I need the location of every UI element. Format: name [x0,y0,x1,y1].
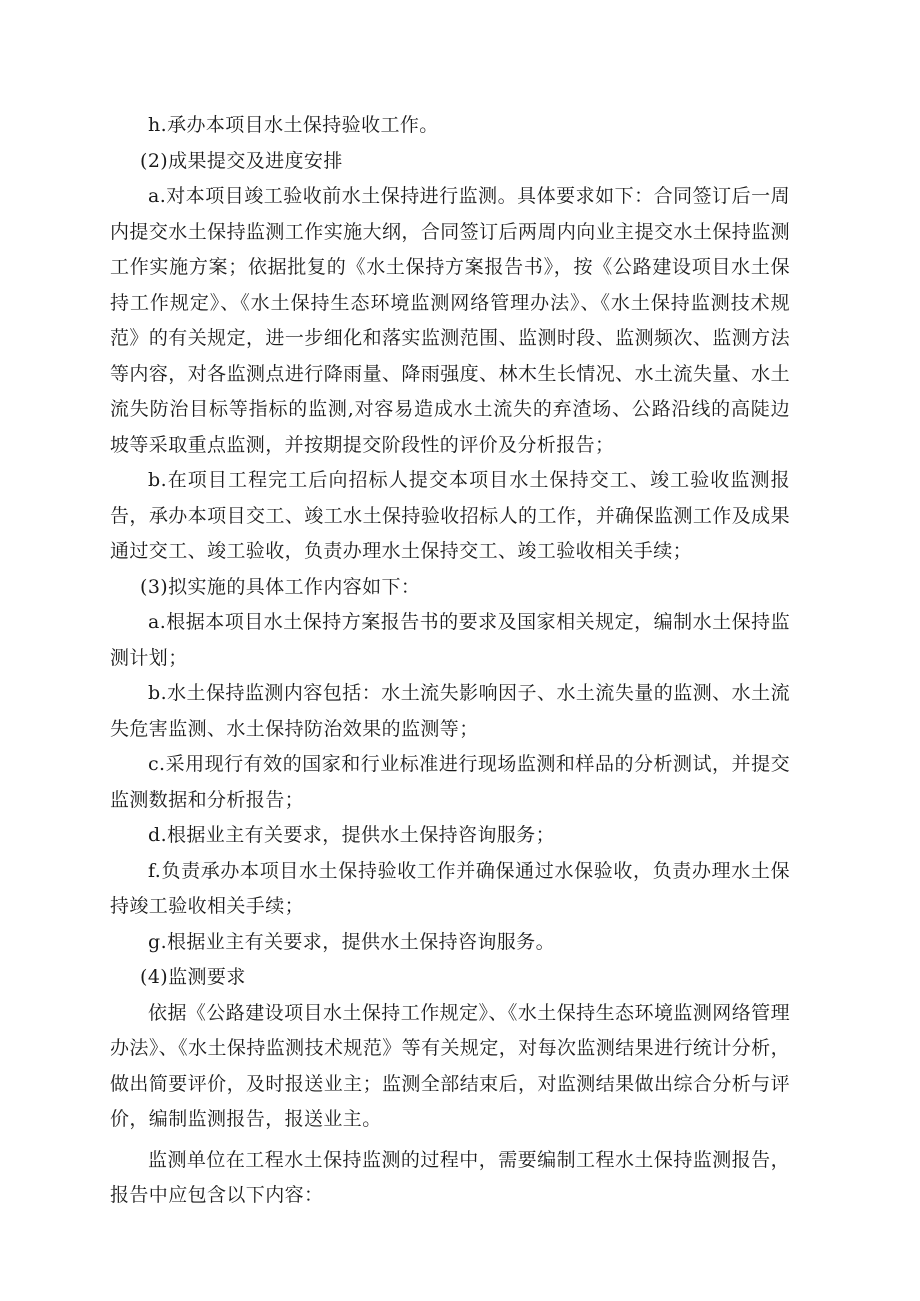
section-heading-4: (4)监测要求 [140,966,246,988]
paragraph-requirements: 依据《公路建设项目水土保持工作规定》、《水土保持生态环境监测网络管理办法》、《水土保持监测技术规范》等有关规定，对每次监测结果进行统计分析，做出简要评价，及时报送业主；监测全部结束后，对监测结果做出综合分析与评价，编制监测报告，报送业主。 [110,1001,790,1130]
paragraph-report-intro: 监测单位在工程水土保持监测的过程中，需要编制工程水土保持监测报告，报告中应包含以下内容： [110,1148,790,1206]
paragraph-item-b-content: b.水土保持监测内容包括：水土流失影响因子、水土流失量的监测、水土流失危害监测、水土保持防治效果的监测等； [110,682,790,740]
paragraph-item-b-report: b.在项目工程完工后向招标人提交本项目水土保持交工、竣工验收监测报告，承办本项目交工、竣工水土保持验收招标人的工作，并确保监测工作及成果通过交工、竣工验收，负责办理水土保持交工、竣工验收相关手续； [110,469,790,562]
paragraph-item-g: g.根据业主有关要求，提供水土保持咨询服务。 [148,930,556,953]
section-heading-2: (2)成果提交及进度安排 [140,149,343,172]
paragraph-item-f: f.负责承办本项目水土保持验收工作并确保通过水保验收，负责办理水土保持竣工验收相关手续； [110,859,790,917]
paragraph-item-h: h.承办本项目水土保持验收工作。 [148,114,439,136]
paragraph-item-d: d.根据业主有关要求，提供水土保持咨询服务； [148,824,556,846]
paragraph-item-a-monitoring: a.对本项目竣工验收前水土保持进行监测。具体要求如下：合同签订后一周内提交水土保持监测工作实施大纲，合同签订后两周内向业主提交水土保持监测工作实施方案；依据批复的《水土保持方案报告书》，按《公路建设项目水土保持工作规定》、《水土保持生态环境监测网络管理办法》、《水土保持监测技术规范》的有关规定，进一步细化和落实监测范围、监测时段、监测频次、监测方法等内容，对各监测点进行降雨量、降雨强度、林木生长情况、水土流失量、水土流失防治目标等指标的监测,对容易造成水土流失的弃渣场、公路沿线的高陡边坡等采取重点监测，并按期提交阶段性的评价及分析报告； [110,185,790,456]
paragraph-item-c: c.采用现行有效的国家和行业标准进行现场监测和样品的分析测试，并提交监测数据和分析报告； [110,753,790,811]
section-heading-3: (3)拟实施的具体工作内容如下： [140,575,421,598]
paragraph-item-a-plan: a.根据本项目水土保持方案报告书的要求及国家相关规定，编制水土保持监测计划； [110,611,790,669]
